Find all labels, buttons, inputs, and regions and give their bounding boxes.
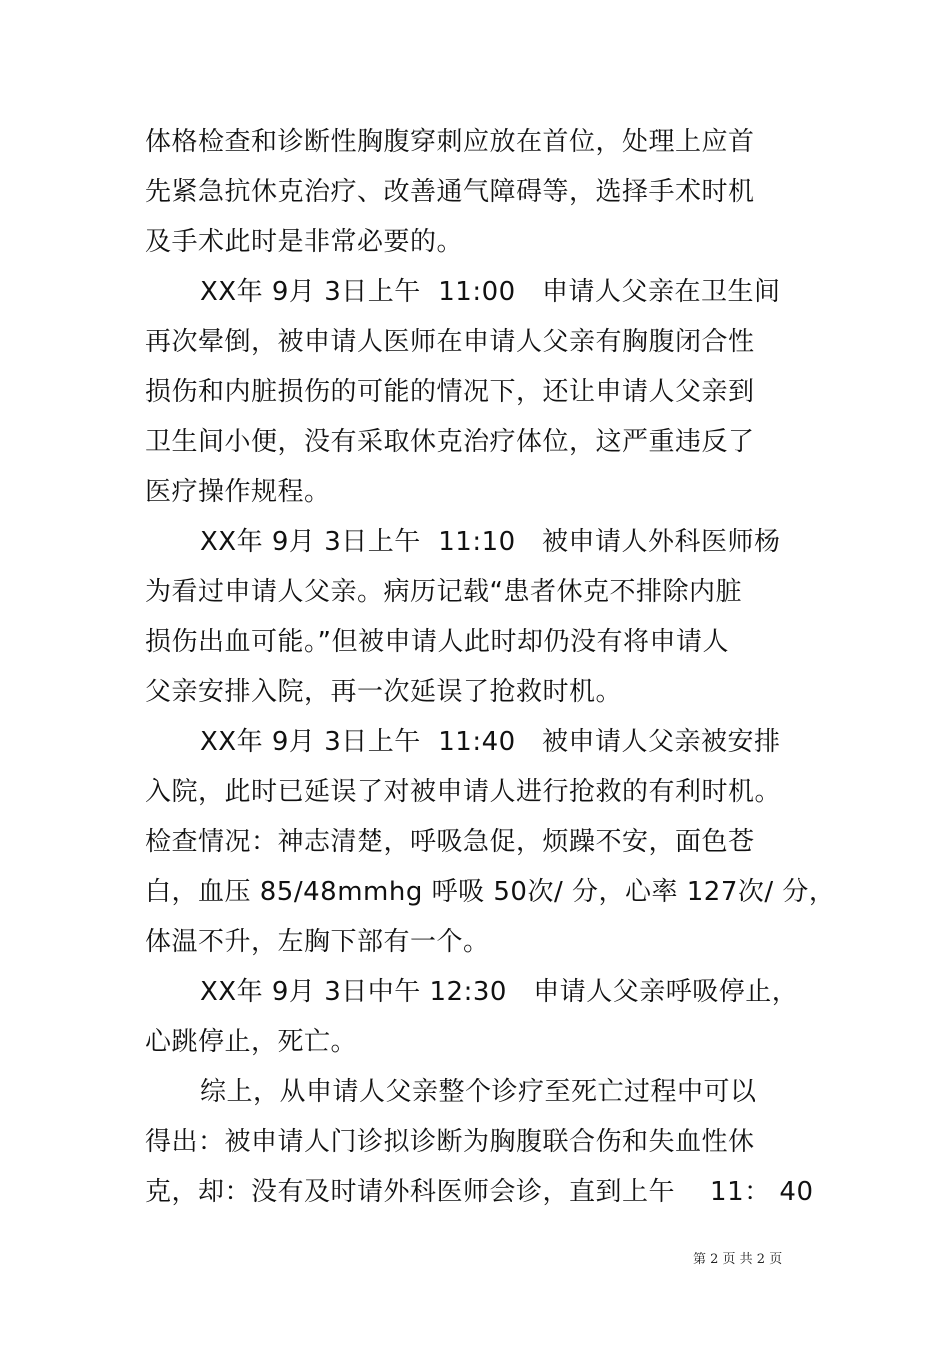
text-line: 克，却：没有及时请外科医师会诊，直到上午 11： 40 <box>145 1177 814 1207</box>
text-line: 父亲安排入院，再一次延误了抢救时机。 <box>145 677 623 707</box>
paragraph-start-line: XX年 9月 3日上午 11:10 被申请人外科医师杨 <box>200 527 781 557</box>
text-line: 再次晕倒，被申请人医师在申请人父亲有胸腹闭合性 <box>145 327 755 357</box>
paragraph-start-line: XX年 9月 3日上午 11:00 申请人父亲在卫生间 <box>200 277 781 307</box>
text-line: 损伤和内脏损伤的可能的情况下，还让申请人父亲到 <box>145 377 755 407</box>
text-line: 损伤出血可能。”但被申请人此时却仍没有将申请人 <box>145 627 729 657</box>
text-line: 检查情况：神志清楚，呼吸急促，烦躁不安，面色苍 <box>145 827 755 857</box>
page-number-footer: 第 2 页 共 2 页 <box>693 1252 783 1267</box>
text-line: 体温不升，左胸下部有一个。 <box>145 927 490 957</box>
text-line: 为看过申请人父亲。病历记载“患者休克不排除内脏 <box>145 577 742 607</box>
text-line: 卫生间小便，没有采取休克治疗体位，这严重违反了 <box>145 427 755 457</box>
text-line: 体格检查和诊断性胸腹穿刺应放在首位，处理上应首 <box>145 127 755 157</box>
text-line: 及手术此时是非常必要的。 <box>145 227 464 257</box>
paragraph-start-line: 综上，从申请人父亲整个诊疗至死亡过程中可以 <box>200 1077 757 1107</box>
paragraph-start-line: XX年 9月 3日上午 11:40 被申请人父亲被安排 <box>200 727 781 757</box>
text-line: 心跳停止，死亡。 <box>145 1027 358 1057</box>
paragraph-start-line: XX年 9月 3日中午 12:30 申请人父亲呼吸停止， <box>200 977 799 1007</box>
text-line: 入院，此时已延误了对被申请人进行抢救的有利时机。 <box>145 777 782 807</box>
text-line: 先紧急抗休克治疗、改善通气障碍等，选择手术时机 <box>145 177 755 207</box>
text-line: 医疗操作规程。 <box>145 477 331 507</box>
text-line: 得出：被申请人门诊拟诊断为胸腹联合伤和失血性休 <box>145 1127 755 1157</box>
text-line: 白，血压 85/48mmhg 呼吸 50次/ 分，心率 127次/ 分， <box>145 877 836 907</box>
